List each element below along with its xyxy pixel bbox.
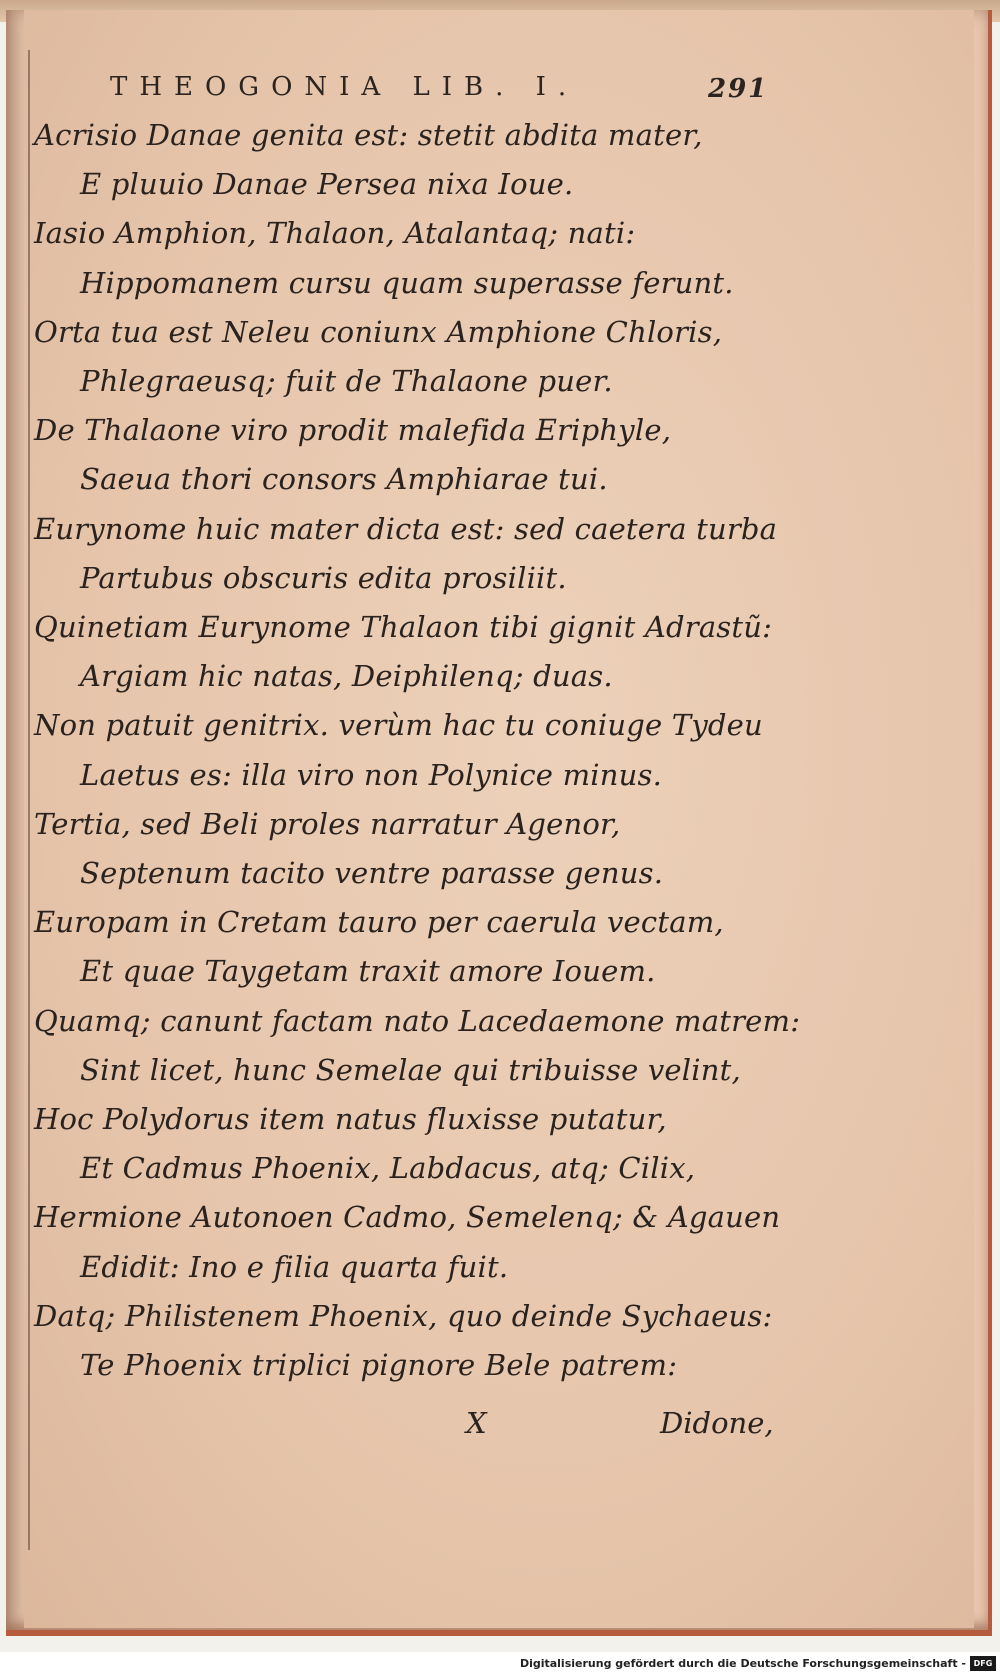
verse-line-pentameter: Te Phoenix triplici pignore Bele patrem: xyxy=(80,1348,678,1382)
verse-line-pentameter: Septenum tacito ventre parasse genus. xyxy=(80,856,664,890)
verse-line-hexameter: Europam in Cretam tauro per caerula vectam, xyxy=(34,905,724,939)
signature-mark: X xyxy=(466,1406,487,1440)
verse-line-hexameter: Orta tua est Neleu coniunx Amphione Chloris, xyxy=(34,315,723,349)
running-title: THEOGONIA LIB. I. xyxy=(110,72,579,102)
gutter-line xyxy=(28,50,30,1550)
running-head xyxy=(110,72,810,102)
dfg-logo: DFG xyxy=(970,1656,996,1671)
digitization-footer xyxy=(0,1652,1000,1677)
verse-line-hexameter: De Thalaone viro prodit malefida Eriphyle, xyxy=(34,413,672,447)
verse-line-pentameter: Et quae Taygetam traxit amore Iouem. xyxy=(80,954,656,988)
verse-line-pentameter: Laetus es: illa viro non Polynice minus. xyxy=(80,758,662,792)
verse-line-hexameter: Non patuit genitrix. verùm hac tu coniuge Tydeu xyxy=(34,708,763,742)
verse-line-hexameter: Quinetiam Eurynome Thalaon tibi gignit Adrastũ: xyxy=(34,610,773,644)
footer-credit: Digitalisierung gefördert durch die Deutsche Forschungsgemeinschaft - xyxy=(519,1657,966,1670)
verse-line-hexameter: Acrisio Danae genita est: stetit abdita mater, xyxy=(34,118,703,152)
verse-line-pentameter: Et Cadmus Phoenix, Labdacus, atq; Cilix, xyxy=(80,1151,696,1185)
verse-line-pentameter: Saeua thori consors Amphiarae tui. xyxy=(80,462,608,496)
verse-line-pentameter: Sint licet, hunc Semelae qui tribuisse velint, xyxy=(80,1053,741,1087)
verse-line-pentameter: Hippomanem cursu quam superasse ferunt. xyxy=(80,266,734,300)
page-number: 291 xyxy=(708,74,769,104)
verse-line-pentameter: Argiam hic natas, Deiphilenq; duas. xyxy=(80,659,613,693)
verse-line-pentameter: Phlegraeusq; fuit de Thalaone puer. xyxy=(80,364,613,398)
verse-line-hexameter: Datq; Philistenem Phoenix, quo deinde Sychaeus: xyxy=(34,1299,773,1333)
verse-line-pentameter: Partubus obscuris edita prosiliit. xyxy=(80,561,567,595)
verse-line-pentameter: E pluuio Danae Persea nixa Ioue. xyxy=(80,167,574,201)
verse-line-hexameter: Quamq; canunt factam nato Lacedaemone matrem: xyxy=(34,1004,801,1038)
catchword: Didone, xyxy=(660,1406,774,1440)
verse-line-hexameter: Eurynome huic mater dicta est: sed caetera turba xyxy=(34,512,778,546)
verse-line-hexameter: Hoc Polydorus item natus fluxisse putatur, xyxy=(34,1102,667,1136)
verse-line-hexameter: Tertia, sed Beli proles narratur Agenor, xyxy=(34,807,621,841)
verse-line-pentameter: Edidit: Ino e filia quarta fuit. xyxy=(80,1250,509,1284)
verse-line-hexameter: Hermione Autonoen Cadmo, Semelenq; & Agauen xyxy=(34,1200,781,1234)
verse-line-hexameter: Iasio Amphion, Thalaon, Atalantaq; nati: xyxy=(34,216,636,250)
